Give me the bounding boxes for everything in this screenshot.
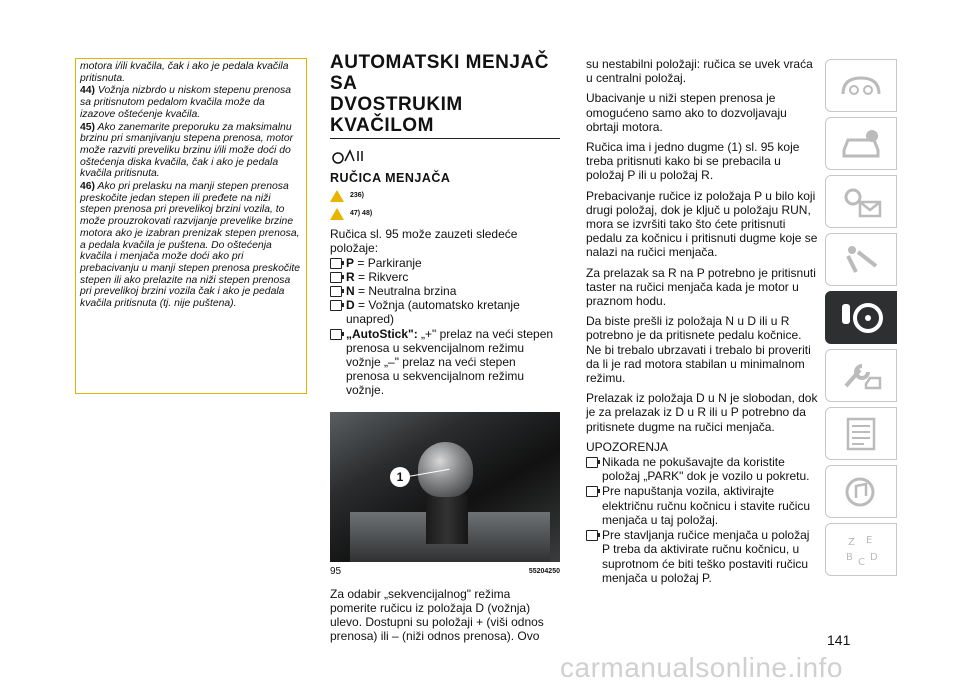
bullet-icon [330, 286, 342, 297]
gear-lever-photo [330, 412, 560, 562]
list-item: Nikada ne pokušavajte da koristite položaj „PARK" dok je vozilo u pokretu. [586, 455, 818, 483]
warning-44: 44) Vožnja nizbrdo u niskom stepenu prenosa sa pritisnutom pedalom kvačila može da izazove oštećenje kvačila. [80, 85, 292, 120]
tab-safety[interactable] [825, 233, 897, 286]
warning-46: 46) Ako pri prelasku na manji stepen prenosa preskočite jedan stepen ili pređete na niži stepen prenosa pri prevelikoj brzini vozila, to može prouzrokovati razvijanje prevelike brzine motora ako je izabran prenizak stepen prenosa, a pedala kvačila je puštena. Do oštećenja kvačila i menjača može doći ako pri prebacivanju u manji stepen prenosa preskočite stepen ili ako prelazite na niži stepen prenosa pri prevelikoj brzini vozila čak i ako je pedala kvačila pritisnuta (tj. nije puštena). [80, 181, 301, 310]
car-dashboard-icon [838, 68, 884, 104]
main-column [330, 52, 560, 644]
bullet-icon [586, 486, 598, 497]
tab-multimedia[interactable] [825, 465, 897, 518]
tab-dashboard[interactable] [825, 59, 897, 112]
warnings-heading: UPOZORENJA [586, 439, 669, 454]
tab-maintenance[interactable] [825, 349, 897, 402]
paragraph: Da biste prešli iz položaja N u D ili u R potrebno je da pritisnete pedalu kočnice. Ne bi trebalo ubrzavati i trebalo bi proveriti da li je rad motora stabilan u minimalnom režimu. [586, 314, 811, 386]
warning-text: motora i/ili kvačila, čak i ako je pedala kvačila pritisnuta. [80, 61, 289, 84]
intro-text: Ručica sl. 95 može zauzeti sledeće položaje: [330, 227, 518, 256]
svg-text:D: D [870, 551, 878, 563]
list-item: Pre napuštanja vozila, aktivirajte električnu ručnu kočnicu i stavite ručicu menjača u taj položaj. [586, 484, 818, 527]
warning-45: 45) Ako zanemarite preporuku za maksimalnu brzinu pri smanjivanju stepena prenosa, motor može razviti preveliku brzinu i/ili može doći do oštećenja diska kvačila, čak i ako je pedala kvačila pritisnuta. [80, 121, 294, 180]
tab-starting-driving[interactable] [825, 291, 897, 344]
list-item: R = Rikverc [330, 270, 560, 284]
title-divider [330, 138, 560, 139]
bullet-icon [586, 457, 598, 468]
list-item: P = Parkiranje [330, 256, 560, 270]
warning-triangle-icon [330, 190, 344, 202]
paragraph: Ručica ima i jedno dugme (1) sl. 95 koje treba pritisnuti kako bi se prebacila u položaj P ili u položaj R. [586, 140, 800, 183]
list-item: D = Vožnja (automatsko kretanje unapred) [330, 298, 560, 326]
paragraph: Ubacivanje u niži stepen prenosa je omogućeno samo ako to dozvoljavaju obrtaji motora. [586, 91, 787, 134]
bullet-icon [330, 300, 342, 311]
key-steering-wheel-icon [838, 300, 884, 336]
section-title: AUTOMATSKI MENJAČ SA DVOSTRUKIM KVAČILOM [330, 52, 549, 136]
paragraph: Za prelazak sa R na P potrebno je pritisnuti taster na ručici menjača kada je motor u praznom hodu. [586, 265, 816, 309]
gearbox-logo-icon [330, 147, 560, 165]
chapter-tabs [825, 59, 897, 581]
tab-index[interactable] [825, 523, 897, 576]
warnings-box [75, 58, 307, 394]
bullet-icon [586, 530, 598, 541]
page-number: 141 [827, 632, 851, 648]
bullet-icon [330, 258, 342, 269]
figure-caption [330, 565, 560, 579]
svg-text:B: B [846, 551, 853, 563]
bullet-icon [330, 329, 342, 340]
callout-number: 1 [390, 467, 410, 487]
music-nav-icon [838, 474, 884, 510]
svg-text:C: C [858, 556, 865, 568]
alphabet-index-icon [838, 532, 884, 568]
car-info-icon [838, 126, 884, 162]
paragraph: Prebacivanje ručice iz položaja P u bilo koji drugi položaj, dok je ključ u položaju RUN, mora se izvršiti tako što ćete pritisnuti pedalu za kočnicu i pritisnuti dugme koje se nalazi na ručici menjača. [586, 188, 818, 260]
watermark: carmanualsonline.info [560, 652, 843, 683]
bullet-icon [330, 272, 342, 283]
warning-ref-1: 236) [330, 187, 560, 205]
after-figure-text: Za odabir „sekvencijalnog" režima pomerite ručicu iz položaja D (vožnja) ulevo. Dostupni su položaji + (viši odnos prenosa) ili – (niži odnos prenosa). Ovo [330, 586, 544, 644]
tab-technical-data[interactable] [825, 407, 897, 460]
tab-car-info[interactable] [825, 117, 897, 170]
warning-ref-2: 47) 48) [330, 205, 560, 223]
document-list-icon [838, 416, 884, 452]
tab-lights[interactable] [825, 175, 897, 228]
wrench-car-icon [838, 358, 884, 394]
paragraph: su nestabilni položaji: ručica se uvek vraća u centralni položaj. [586, 57, 813, 86]
svg-text:E: E [866, 534, 873, 546]
list-item: „AutoStick": „+" prelaz na veći stepen prenosa u sekvencijalnom režimu vožnje „–" prelaz na veći stepen prenosa u sekvencijalnom režimu vožnje. [330, 327, 560, 398]
lights-mail-icon [838, 184, 884, 220]
list-item: N = Neutralna brzina [330, 284, 560, 298]
figure-code: 55204250 [528, 567, 560, 575]
paragraph: Prelazak iz položaja D u N je slobodan, dok je za prelazak iz D u R ili u P potrebno da pritisnete dugme na ručici menjača. [586, 391, 818, 434]
caution-triangle-icon [330, 208, 344, 220]
svg-text:Z: Z [848, 536, 855, 548]
list-item: Pre stavljanja ručice menjača u položaj P treba da aktivirate ručnu kočnicu, u suprotnom će biti teško postaviti ručicu menjača u položaj P. [586, 528, 818, 585]
airbag-person-icon [838, 242, 884, 278]
subsection-title: RUČICA MENJAČA [330, 171, 451, 185]
right-column [586, 57, 818, 586]
figure-number: 95 [330, 565, 342, 577]
